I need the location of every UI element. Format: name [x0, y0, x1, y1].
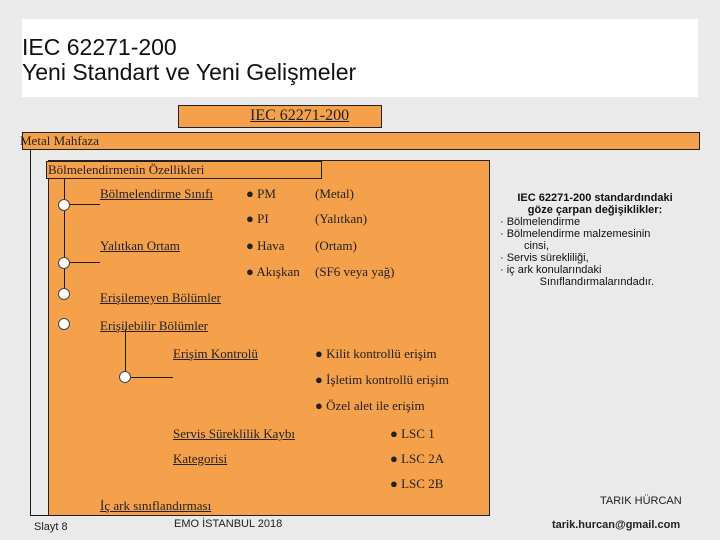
access-control-label: Erişim Kontrolü [173, 346, 258, 361]
partition-item-pm-desc: (Metal) [315, 186, 354, 201]
side-note-title-line-2: göze çarpan değişiklikler: [527, 204, 663, 216]
root-node-box [22, 132, 700, 150]
side-note-item: · Servis sürekliliği, [500, 252, 589, 264]
compartment-header-label: Bölmelendirmenin Özellikleri [48, 162, 205, 177]
lsc-label-line-2: Kategorisi [173, 451, 228, 466]
partition-item-pi: ● PI [246, 211, 269, 226]
access-item-tool: ● Özel alet ile erişim [315, 398, 425, 413]
partition-node-circle [58, 199, 70, 211]
slide-title-line-2: Yeni Standart ve Yeni Gelişmeler [22, 59, 357, 85]
insulation-item-air-desc: (Ortam) [315, 238, 357, 253]
compartment-branch-line [64, 179, 65, 294]
partition-class-label: Bölmelendirme Sınıfı [100, 186, 214, 201]
insulation-item-air: ● Hava [246, 238, 285, 253]
accessible-label: Erişilebilir Bölümler [100, 318, 208, 333]
side-note-item: · Bölmelendirme [500, 216, 581, 228]
lsc-item-1: ● LSC 1 [390, 426, 435, 441]
event-name: EMO İSTANBUL 2018 [174, 518, 283, 530]
side-note-title-line-1: IEC 62271-200 standardındaki [517, 192, 673, 204]
slide-number: Slayt 8 [34, 521, 68, 533]
partition-item-pm: ● PM [246, 186, 276, 201]
standard-label: IEC 62271-200 [250, 107, 350, 124]
insulation-node-circle [58, 257, 70, 269]
access-control-node-circle [119, 371, 131, 383]
side-note-item: · Bölmelendirme malzemesinin [500, 228, 651, 240]
lsc-item-2a: ● LSC 2A [390, 451, 445, 466]
slide-title-line-1: IEC 62271-200 [22, 34, 177, 60]
tree-trunk-line [30, 150, 31, 516]
insulation-item-fluid-desc: (SF6 veya yağ) [315, 264, 395, 279]
insulation-label: Yalıtkan Ortam [100, 238, 180, 253]
author-name: TARIK HÜRCAN [600, 495, 682, 507]
side-note-item: · iç ark konularındaki [500, 264, 602, 276]
arc-branch-line [30, 515, 100, 516]
lsc-item-2b: ● LSC 2B [390, 476, 444, 491]
partition-item-pi-desc: (Yalıtkan) [315, 211, 368, 226]
access-branch-line [125, 377, 173, 378]
side-note-item: cinsi, [524, 240, 550, 252]
access-item-lock: ● Kilit kontrollü erişim [315, 346, 437, 361]
lsc-label-line-1: Servis Süreklilik Kaybı [173, 426, 296, 441]
non-accessible-label: Erişilemeyen Bölümler [100, 290, 221, 305]
insulation-item-fluid: ● Akışkan [246, 264, 300, 279]
non-accessible-node-circle [58, 288, 70, 300]
root-node-label: Metal Mahfaza [20, 133, 100, 148]
accessible-node-circle [58, 318, 70, 330]
side-note [500, 192, 690, 288]
arc-classification-label: İç ark sınıflandırması [100, 498, 212, 513]
access-item-operation: ● İşletim kontrollü erişim [315, 372, 449, 387]
side-note-closing: Sınıflandırmalarındadır. [539, 276, 654, 288]
author-email: tarik.hurcan@gmail.com [552, 519, 681, 531]
